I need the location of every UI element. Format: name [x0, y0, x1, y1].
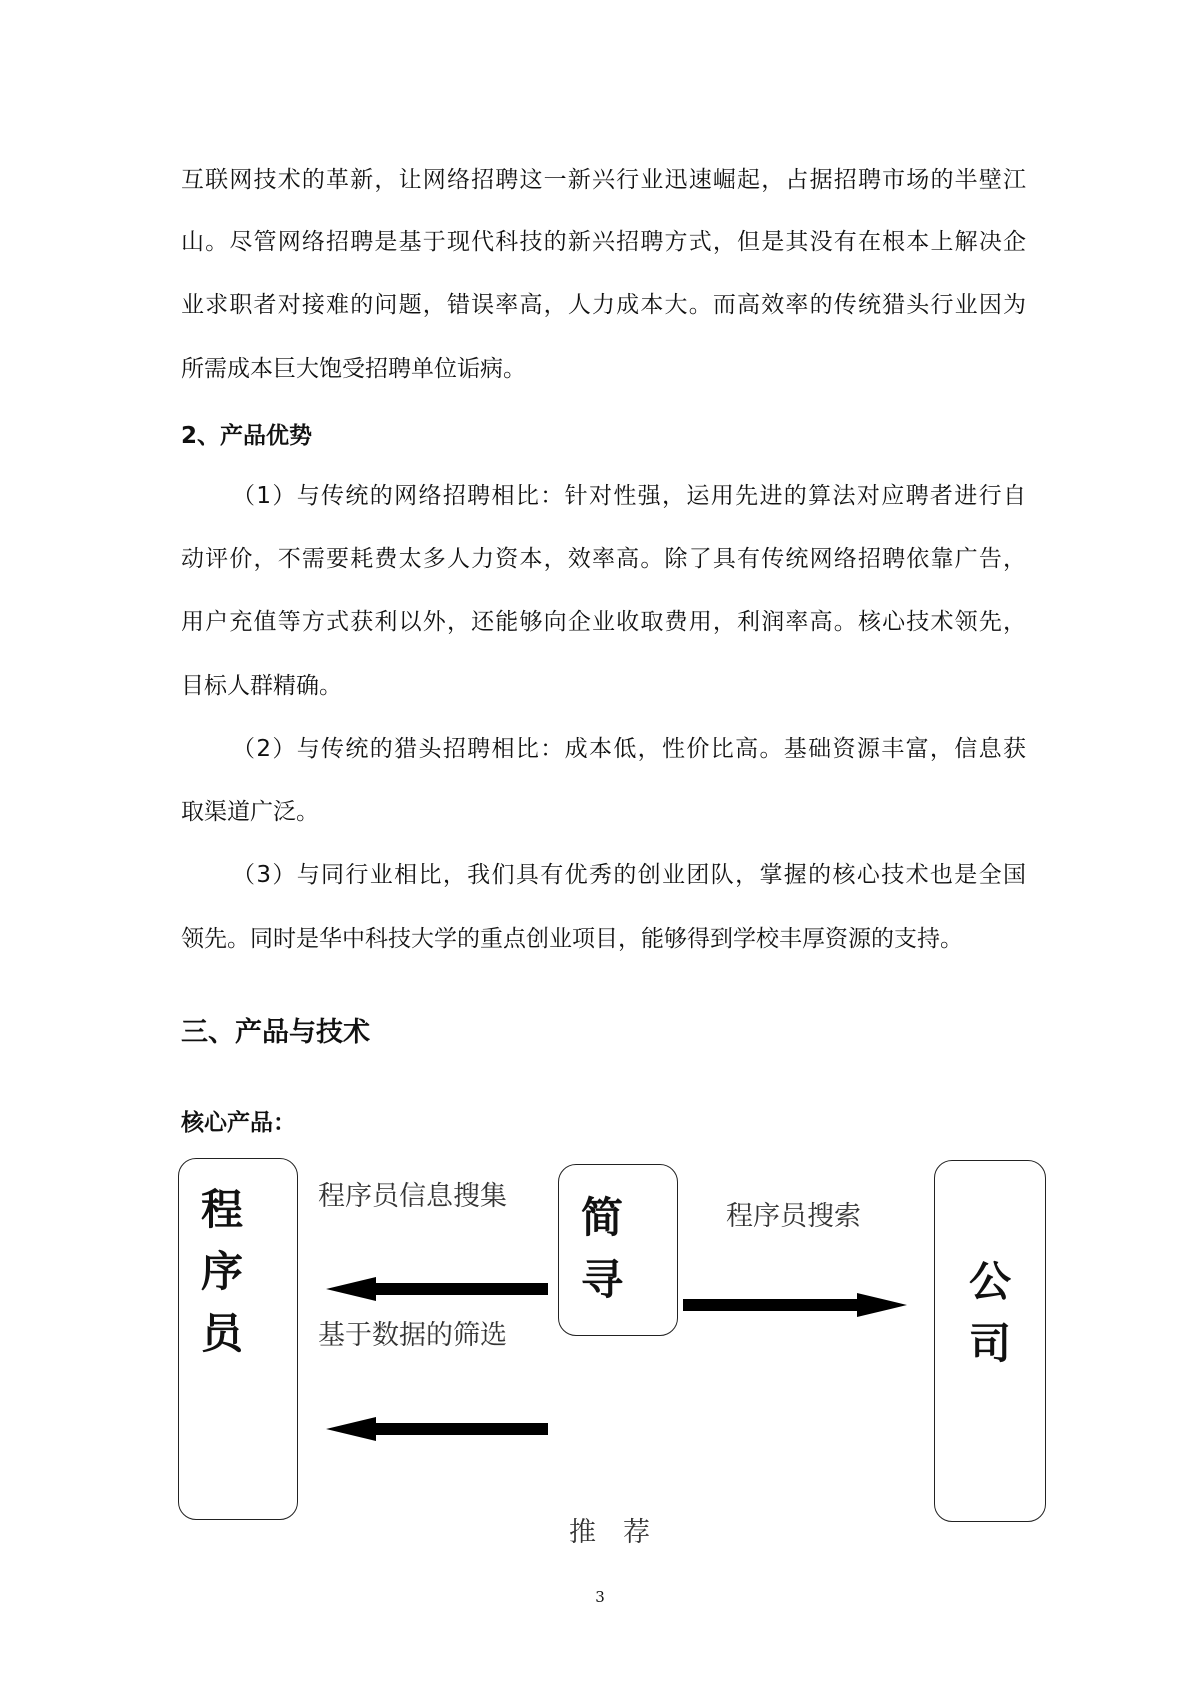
programmer-box: [178, 1158, 298, 1520]
label-data-filter: 基于数据的筛选: [318, 1320, 507, 1351]
char: 司: [968, 1319, 1011, 1368]
arrow-right-icon: [683, 1299, 873, 1311]
text-line: （3）与同行业相比，我们具有优秀的创业团队，掌握的核心技术也是全国: [232, 862, 1026, 888]
company-box: [934, 1160, 1046, 1522]
programmer-box-text: [197, 1179, 247, 1365]
label-recommend: 推 荐: [569, 1517, 650, 1548]
page-number: 3: [595, 1588, 605, 1606]
char: 公: [968, 1257, 1011, 1306]
jianxun-box: [558, 1164, 678, 1336]
text-line: 领先。同时是华中科技大学的重点创业项目，能够得到学校丰厚资源的支持。: [181, 926, 963, 952]
jianxun-box-text: [577, 1187, 627, 1311]
text-line: 用户充值等方式获利以外，还能够向企业收取费用，利润率高。核心技术领先，: [181, 609, 1026, 635]
char: 程: [200, 1185, 243, 1234]
chapter-heading: 三、产品与技术: [181, 1017, 370, 1048]
text-line: 业求职者对接难的问题，错误率高，人力成本大。而高效率的传统猎头行业因为: [181, 292, 1026, 318]
char: 员: [200, 1309, 243, 1358]
core-product-label: 核心产品：: [181, 1110, 296, 1136]
text-line: 互联网技术的革新，让网络招聘这一新兴行业迅速崛起，占据招聘市场的半壁江: [181, 167, 1026, 193]
arrow-left-icon: [360, 1423, 548, 1435]
arrow-left-icon: [360, 1283, 548, 1295]
text-line: 取渠道广泛。: [181, 799, 319, 825]
char: 简: [580, 1193, 623, 1242]
text-line: （2）与传统的猎头招聘相比：成本低，性价比高。基础资源丰富，信息获: [232, 736, 1026, 762]
label-info-collect: 程序员信息搜集: [318, 1181, 507, 1212]
text-line: 动评价，不需要耗费太多人力资本，效率高。除了具有传统网络招聘依靠广告，: [181, 546, 1026, 572]
char: 序: [200, 1247, 243, 1296]
section-heading: 2、产品优势: [181, 423, 313, 449]
text-line: 山。尽管网络招聘是基于现代科技的新兴招聘方式，但是其没有在根本上解决企: [181, 229, 1026, 255]
char: 寻: [580, 1255, 623, 1304]
text-line: 所需成本巨大饱受招聘单位诟病。: [181, 356, 526, 382]
text-line: （1）与传统的网络招聘相比：针对性强，运用先进的算法对应聘者进行自: [232, 483, 1026, 509]
company-box-text: [965, 1251, 1015, 1375]
label-programmer-search: 程序员搜索: [726, 1201, 861, 1232]
text-line: 目标人群精确。: [181, 673, 342, 699]
